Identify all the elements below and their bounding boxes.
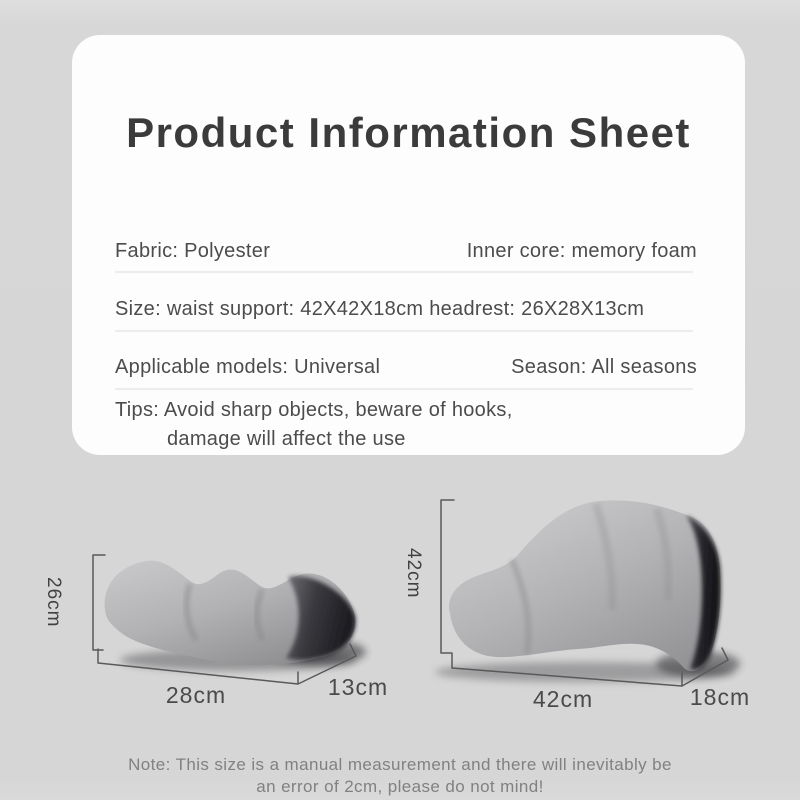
spec-row-size <box>115 296 697 322</box>
spec-fabric: Fabric: Polyester <box>115 239 271 262</box>
measurement-note <box>0 754 800 797</box>
headrest-height-label: 26cm <box>43 577 64 628</box>
waist-support-depth-label: 18cm <box>689 684 751 710</box>
spec-row-models <box>115 354 697 380</box>
waist-support-width-label: 42cm <box>532 686 594 712</box>
waist-support-pillow-image <box>449 500 720 671</box>
headrest-width-label: 28cm <box>165 682 227 708</box>
divider <box>115 388 693 390</box>
note-line-2: an error of 2cm, please do not mind! <box>256 776 544 796</box>
spec-size: Size: waist support: 42X42X18cm headrest: 26X28X13cm <box>115 297 645 320</box>
headrest-pillow-image <box>105 561 356 666</box>
divider <box>115 330 693 332</box>
headrest-depth-label: 13cm <box>327 674 389 700</box>
spec-row-fabric <box>115 238 697 264</box>
info-card <box>72 35 745 455</box>
page-title: Product Information Sheet <box>126 109 691 156</box>
divider <box>115 271 693 273</box>
spec-applicable-models: Applicable models: Universal <box>115 355 381 378</box>
spec-tips <box>115 399 705 450</box>
spec-season: Season: All seasons <box>511 355 697 378</box>
tips-line-2: damage will affect the use <box>167 428 406 450</box>
note-line-1: Note: This size is a manual measurement and there will inevitably be <box>128 755 672 774</box>
spec-inner-core: Inner core: memory foam <box>466 239 697 262</box>
tips-line-1: Tips: Avoid sharp objects, beware of hooks, <box>115 399 513 421</box>
waist-support-height-label: 42cm <box>403 548 424 599</box>
